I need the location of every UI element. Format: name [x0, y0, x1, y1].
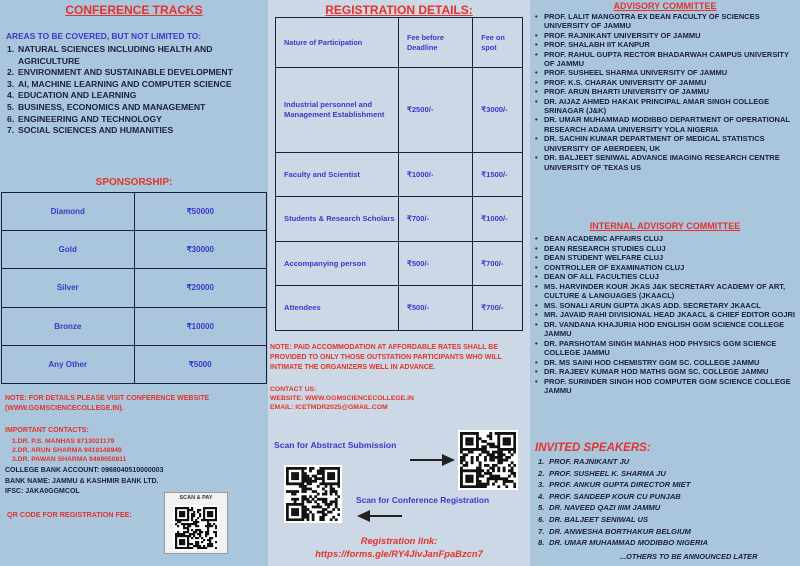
table-row — [276, 68, 523, 153]
participation-type: Attendees — [276, 286, 399, 331]
list-item: 3. PROF. ANKUR GUPTA DIRECTOR MIET — [538, 480, 691, 490]
table-row — [2, 269, 267, 307]
conference-tracks-title: CONFERENCE TRACKS — [65, 3, 203, 17]
registration-title: REGISTRATION DETAILS: — [325, 3, 473, 17]
fee-spot: ₹3000/- — [473, 68, 523, 153]
fee-spot: ₹1500/- — [473, 152, 523, 197]
registration-link-label: Registration link: — [360, 535, 438, 546]
list-item: • DR. UMAR MUHAMMAD MODIBBO DEPARTMENT OF OPERATIONAL RESEARCH ADAMA UNIVERSITY YOLA NIGERIA — [535, 115, 790, 134]
participation-type: Students & Research Scholars — [276, 197, 399, 242]
table-row — [2, 307, 267, 345]
contact-item: 3.DR. PAWAN SHARMA 9469050811 — [12, 456, 127, 463]
participation-type: Accompanying person — [276, 241, 399, 286]
arrow-right-icon — [410, 453, 456, 467]
scan-pay-card — [164, 492, 228, 554]
bank-name: BANK NAME: JAMMU & KASHMIR BANK LTD. — [5, 477, 159, 485]
left-column — [0, 0, 268, 566]
fee-before: ₹500/- — [399, 286, 473, 331]
scan-registration-label: Scan for Conference Registration — [356, 495, 490, 505]
list-item: • PROF. SURINDER SINGH HOD COMPUTER GGM SCIENCE COLLEGE JAMMU — [535, 376, 791, 395]
internal-advisory-list — [535, 234, 797, 396]
sponsor-tier: Diamond — [2, 193, 135, 231]
fee-before: ₹2500/- — [399, 68, 473, 153]
list-item: • DEAN STUDENT WELFARE CLUJ — [535, 253, 664, 262]
sponsor-tier: Bronze — [2, 307, 135, 345]
fee-spot: ₹1000/- — [473, 197, 523, 242]
list-item: 5. BUSINESS, ECONOMICS AND MANAGEMENT — [7, 101, 206, 112]
list-item: 4. EDUCATION AND LEARNING — [7, 90, 137, 101]
list-item: 2. ENVIRONMENT AND SUSTAINABLE DEVELOPMENT — [7, 67, 233, 78]
registration-link[interactable]: https://forms.gle/RY4JivJanFpaBzcn7 — [315, 548, 483, 559]
list-item: 5. DR. NAVEED QAZI IIIM JAMMU — [538, 503, 661, 513]
sponsor-amount: ₹50000 — [134, 193, 267, 231]
others-note: ...OTHERS TO BE ANNOUNCED LATER — [620, 552, 758, 561]
list-item: 7. SOCIAL SCIENCES AND HUMANITIES — [7, 125, 174, 136]
list-item: • PROF. SUSHEEL SHARMA UNIVERSITY OF JAMMU — [535, 68, 728, 78]
bank-ifsc: IFSC: JAKA0GGMCOL — [5, 488, 80, 495]
table-row — [2, 345, 267, 383]
table-row — [276, 286, 523, 331]
arrow-left-icon — [356, 509, 402, 523]
sponsor-amount: ₹10000 — [134, 307, 267, 345]
bank-account: COLLEGE BANK ACCOUNT: 0968040510000003 — [5, 467, 164, 474]
right-column — [530, 0, 800, 566]
contact-website[interactable]: WEBSITE: WWW.GGMSCIENCECOLLEGE.IN — [270, 395, 414, 403]
col-header: Fee on spot — [473, 18, 523, 68]
sponsor-amount: ₹30000 — [134, 231, 267, 269]
list-item: • DEAN OF ALL FACULTIES CLUJ — [535, 272, 659, 281]
list-item: • PROF. K.S. CHARAK UNIVERSITY OF JAMMU — [535, 77, 707, 87]
scan-abstract-label: Scan for Abstract Submission — [274, 440, 397, 450]
participation-type: Faculty and Scientist — [276, 152, 399, 197]
list-item: • MR. JAVAID RAHI DIVISIONAL HEAD JKAACL & CHIEF EDITOR GOJRI — [535, 310, 795, 319]
bank-details — [5, 466, 163, 498]
tracks-list — [7, 44, 265, 137]
list-item: • DR. AIJAZ AHMED HAKAK PRINCIPAL AMAR SINGH COLLEGE SRINAGAR (J&K) — [535, 96, 770, 116]
list-item: • PROF. LALIT MANGOTRA EX DEAN FACULTY OF SCIENCES UNIVERSITY OF JAMMU — [535, 12, 760, 31]
contact-us-title: CONTACT US: — [270, 386, 317, 393]
qr-fee-label: QR CODE FOR REGISTRATION FEE: — [7, 510, 132, 519]
advisory-title: ADVISORY COMMITTEE — [613, 1, 717, 11]
col-header: Fee before Deadline — [399, 18, 473, 68]
list-item: • DR. SACHIN KUMAR DEPARTMENT OF MEDICAL STATISTICS UNIVERSITY OF ABERDEEN, UK — [535, 134, 765, 153]
table-row — [276, 152, 523, 197]
list-item: • CONTROLLER OF EXAMINATION CLUJ — [535, 262, 685, 272]
fee-before: ₹1000/- — [399, 152, 473, 197]
sponsorship-title: SPONSORSHIP: — [95, 177, 173, 188]
list-item: 6. ENGINEERING AND TECHNOLOGY — [7, 113, 162, 124]
list-item: • DR. VANDANA KHAJURIA HOD ENGLISH GGM SCIENCE COLLEGE JAMMU — [535, 319, 785, 338]
sponsor-tier: Any Other — [2, 345, 135, 383]
list-item: • PROF. ARUN BHARTI UNIVERSITY OF JAMMU — [535, 87, 710, 97]
sponsor-amount: ₹5000 — [134, 345, 267, 383]
list-item: • PROF. RAHUL GUPTA RECTOR BHADARWAH CAMPUS UNIVERSITY OF JAMMU — [535, 49, 789, 69]
sponsor-tier: Silver — [2, 269, 135, 307]
fee-before: ₹700/- — [399, 197, 473, 242]
list-item: • DEAN ACADEMIC AFFAIRS CLUJ — [535, 234, 664, 243]
contact-us — [270, 385, 414, 413]
registration-qr-code — [284, 465, 342, 523]
abstract-qr-code — [458, 430, 518, 490]
registration-table — [275, 17, 523, 331]
list-item: • PROF. SHALABH IIT KANPUR — [535, 40, 650, 50]
invited-speakers-title: INVITED SPEAKERS: — [535, 442, 651, 454]
list-item: • MS. SONALI ARUN GUPTA JKAS ADD. SECRETARY JKAACL — [535, 300, 761, 310]
table-row — [2, 193, 267, 231]
table-row — [276, 197, 523, 242]
list-item: 3. AI, MACHINE LEARNING AND COMPUTER SCIENCE — [7, 78, 232, 89]
important-contacts-title: IMPORTANT CONTACTS: — [5, 427, 89, 434]
contact-item: 2.DR. ARUN SHARMA 9419148949 — [12, 447, 122, 454]
participation-type: Industrial personnel and Management Establishment — [276, 68, 399, 153]
list-item: 6. DR. BALJEET SENIWAL US — [538, 514, 649, 524]
list-item: 4. PROF. SANDEEP KOUR CU PUNJAB — [538, 491, 681, 501]
registration-link-block — [268, 534, 530, 560]
list-item: • DR. RAJEEV KUMAR HOD MATHS GGM SC. COLLEGE JAMMU — [535, 367, 769, 376]
list-item: • DR. MS SAINI HOD CHEMISTRY GGM SC. COLLEGE JAMMU — [535, 357, 760, 367]
list-item: 8. DR. UMAR MUHAMMAD MODIBBO NIGERIA — [538, 538, 709, 548]
fee-spot: ₹700/- — [473, 241, 523, 286]
fee-before: ₹500/- — [399, 241, 473, 286]
col-header: Nature of Participation — [276, 18, 399, 68]
list-item: 1. NATURAL SCIENCES INCLUDING HEALTH AND AGRICULTURE — [7, 44, 213, 66]
payment-qr-code — [173, 505, 219, 551]
table-row — [2, 231, 267, 269]
scan-pay-label: SCAN & PAY — [179, 495, 213, 501]
contacts-list — [12, 437, 126, 464]
website-note: NOTE: FOR DETAILS PLEASE VISIT CONFERENCE WEBSITE (WWW.GGMSCIENCECOLLEGE.IN). — [5, 395, 210, 412]
advisory-list — [535, 12, 797, 172]
middle-column — [268, 0, 530, 566]
list-item: 7. DR. ANWESHA BORTHAKUR BELGIUM — [538, 526, 691, 536]
sponsor-amount: ₹20000 — [134, 269, 267, 307]
table-row — [276, 241, 523, 286]
list-item: 2. PROF. SUSHEEL K. SHARMA JU — [538, 468, 666, 478]
contact-item: 1.DR. P.S. MANHAS 8713021179 — [12, 438, 115, 445]
list-item: • DR. BALJEET SENIWAL ADVANCE IMAGING RESEARCH CENTRE UNIVERSITY OF TEXAS US — [535, 153, 780, 172]
contact-email[interactable]: EMAIL: ICETMDR2025@GMAIL.COM — [270, 404, 388, 412]
areas-title: AREAS TO BE COVERED, BUT NOT LIMITED TO: — [6, 31, 202, 41]
sponsor-tier: Gold — [2, 231, 135, 269]
list-item: • DR. PARSHOTAM SINGH MANHAS HOD PHYSICS GGM SCIENCE COLLEGE JAMMU — [535, 338, 777, 357]
internal-advisory-title: INTERNAL ADVISORY COMMITTEE — [589, 221, 741, 231]
accommodation-note: NOTE: PAID ACCOMMODATION AT AFFORDABLE RATES SHALL BE PROVIDED TO ONLY THOSE OUTSTATION PARTICIPANTS WHO WILL INTIMATE THE ORGANIZERS WELL IN ADVANCE. — [270, 344, 502, 371]
fee-spot: ₹700/- — [473, 286, 523, 331]
list-item: • PROF. RAJNIKANT UNIVERSITY OF JAMMU — [535, 30, 701, 40]
speakers-list — [538, 456, 796, 549]
sponsorship-table — [1, 192, 267, 384]
list-item: • DEAN RESEARCH STUDIES CLUJ — [535, 243, 666, 253]
list-item: • MS. HARVINDER KOUR JKAS J&K SECRETARY ACADEMY OF ART, CULTURE & LANGUAGES (JKAACL) — [535, 281, 786, 300]
table-header — [276, 18, 523, 68]
list-item: 1. PROF. RAJNIKANT JU — [538, 457, 630, 466]
